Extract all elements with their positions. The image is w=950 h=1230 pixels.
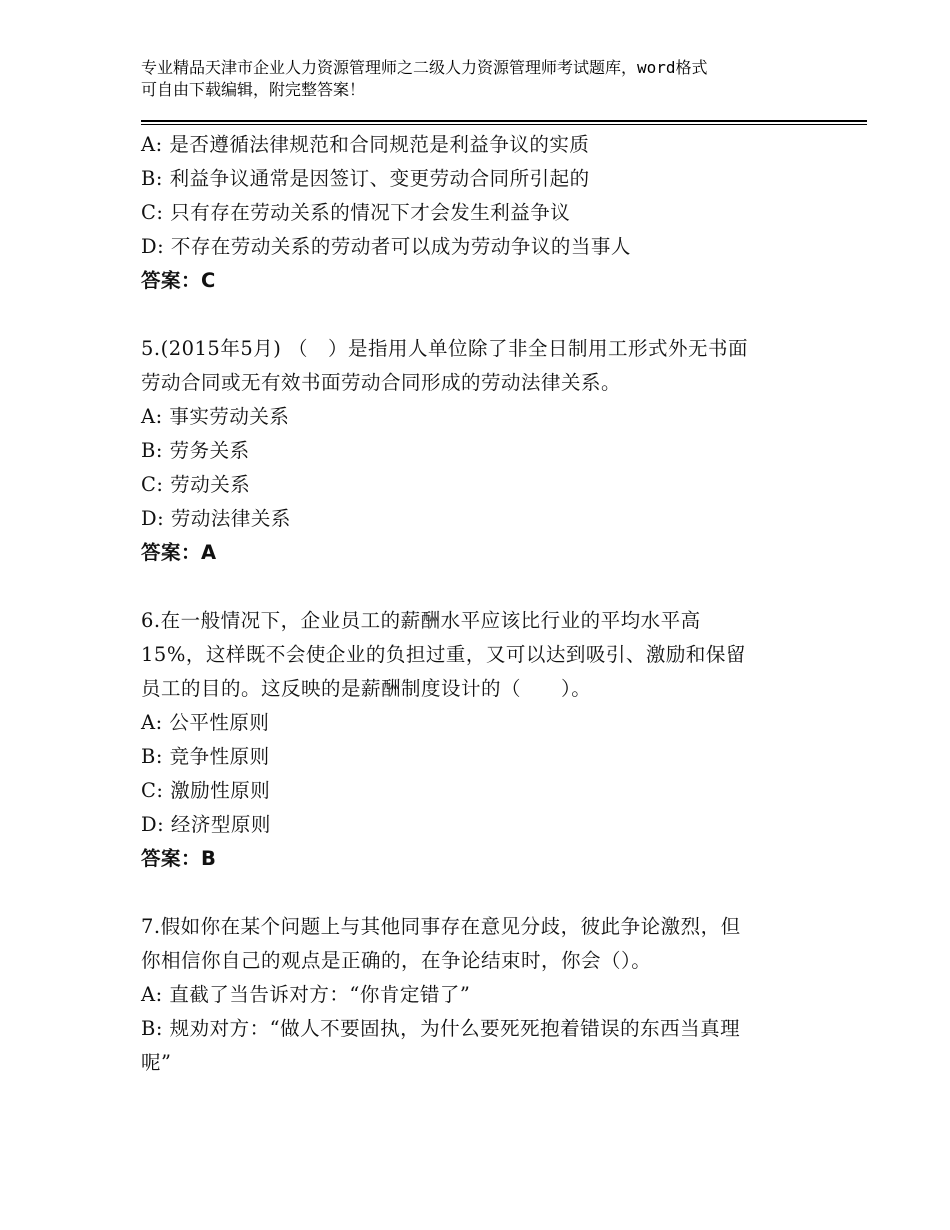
option-b-continued: 呢”: [141, 1051, 172, 1074]
question-7: [141, 910, 831, 1080]
answer: 答案：B: [141, 847, 217, 870]
spacer: [141, 570, 831, 604]
header-title-line-1: 专业精品天津市企业人力资源管理师之二级人力资源管理师考试题库，word格式: [141, 58, 708, 77]
option-d: D: 不存在劳动关系的劳动者可以成为劳动争议的当事人: [141, 235, 631, 258]
option-d: D: 劳动法律关系: [141, 507, 291, 530]
header-title-line-2: 可自由下载编辑，附完整答案！: [141, 80, 366, 99]
option-b: B: 规劝对方：“做人不要固执，为什么要死死抱着错误的东西当真理: [141, 1017, 741, 1040]
option-b: B: 利益争议通常是因签订、变更劳动合同所引起的: [141, 167, 590, 190]
question-stem-line: 15%，这样既不会使企业的负担过重，又可以达到吸引、激励和保留: [141, 643, 746, 666]
question-stem-line: 6.在一般情况下，企业员工的薪酬水平应该比行业的平均水平高: [141, 609, 701, 632]
option-b: B: 劳务关系: [141, 439, 250, 462]
question-stem-line: 7.假如你在某个问题上与其他同事存在意见分歧，彼此争论激烈，但: [141, 915, 741, 938]
option-c: C: 激励性原则: [141, 779, 271, 802]
answer: 答案：C: [141, 269, 216, 292]
question-4: [141, 128, 831, 298]
option-d: D: 经济型原则: [141, 813, 271, 836]
document-header: [141, 57, 821, 101]
question-stem-line: 劳动合同或无有效书面劳动合同形成的劳动法律关系。: [141, 371, 622, 394]
question-stem-line: 你相信你自己的观点是正确的，在争论结束时，你会（）。: [141, 949, 652, 972]
question-stem-line: 员工的目的。这反映的是薪酬制度设计的（ ）。: [141, 677, 592, 700]
option-c: C: 劳动关系: [141, 473, 251, 496]
question-list: [141, 128, 831, 1080]
spacer: [141, 876, 831, 910]
option-a: A: 公平性原则: [141, 711, 270, 734]
header-divider-thick: [141, 120, 867, 122]
option-a: A: 直截了当告诉对方：“你肯定错了”: [141, 983, 471, 1006]
header-divider-thin: [141, 124, 867, 125]
question-stem-line: 5.(2015年5月) （ ）是指用人单位除了非全日制用工形式外无书面: [141, 337, 749, 360]
option-a: A: 事实劳动关系: [141, 405, 290, 428]
option-c: C: 只有存在劳动关系的情况下才会发生利益争议: [141, 201, 571, 224]
spacer: [141, 298, 831, 332]
option-a: A: 是否遵循法律规范和合同规范是利益争议的实质: [141, 133, 590, 156]
answer: 答案：A: [141, 541, 217, 564]
option-b: B: 竞争性原则: [141, 745, 270, 768]
question-5: [141, 332, 831, 570]
question-6: [141, 604, 831, 876]
